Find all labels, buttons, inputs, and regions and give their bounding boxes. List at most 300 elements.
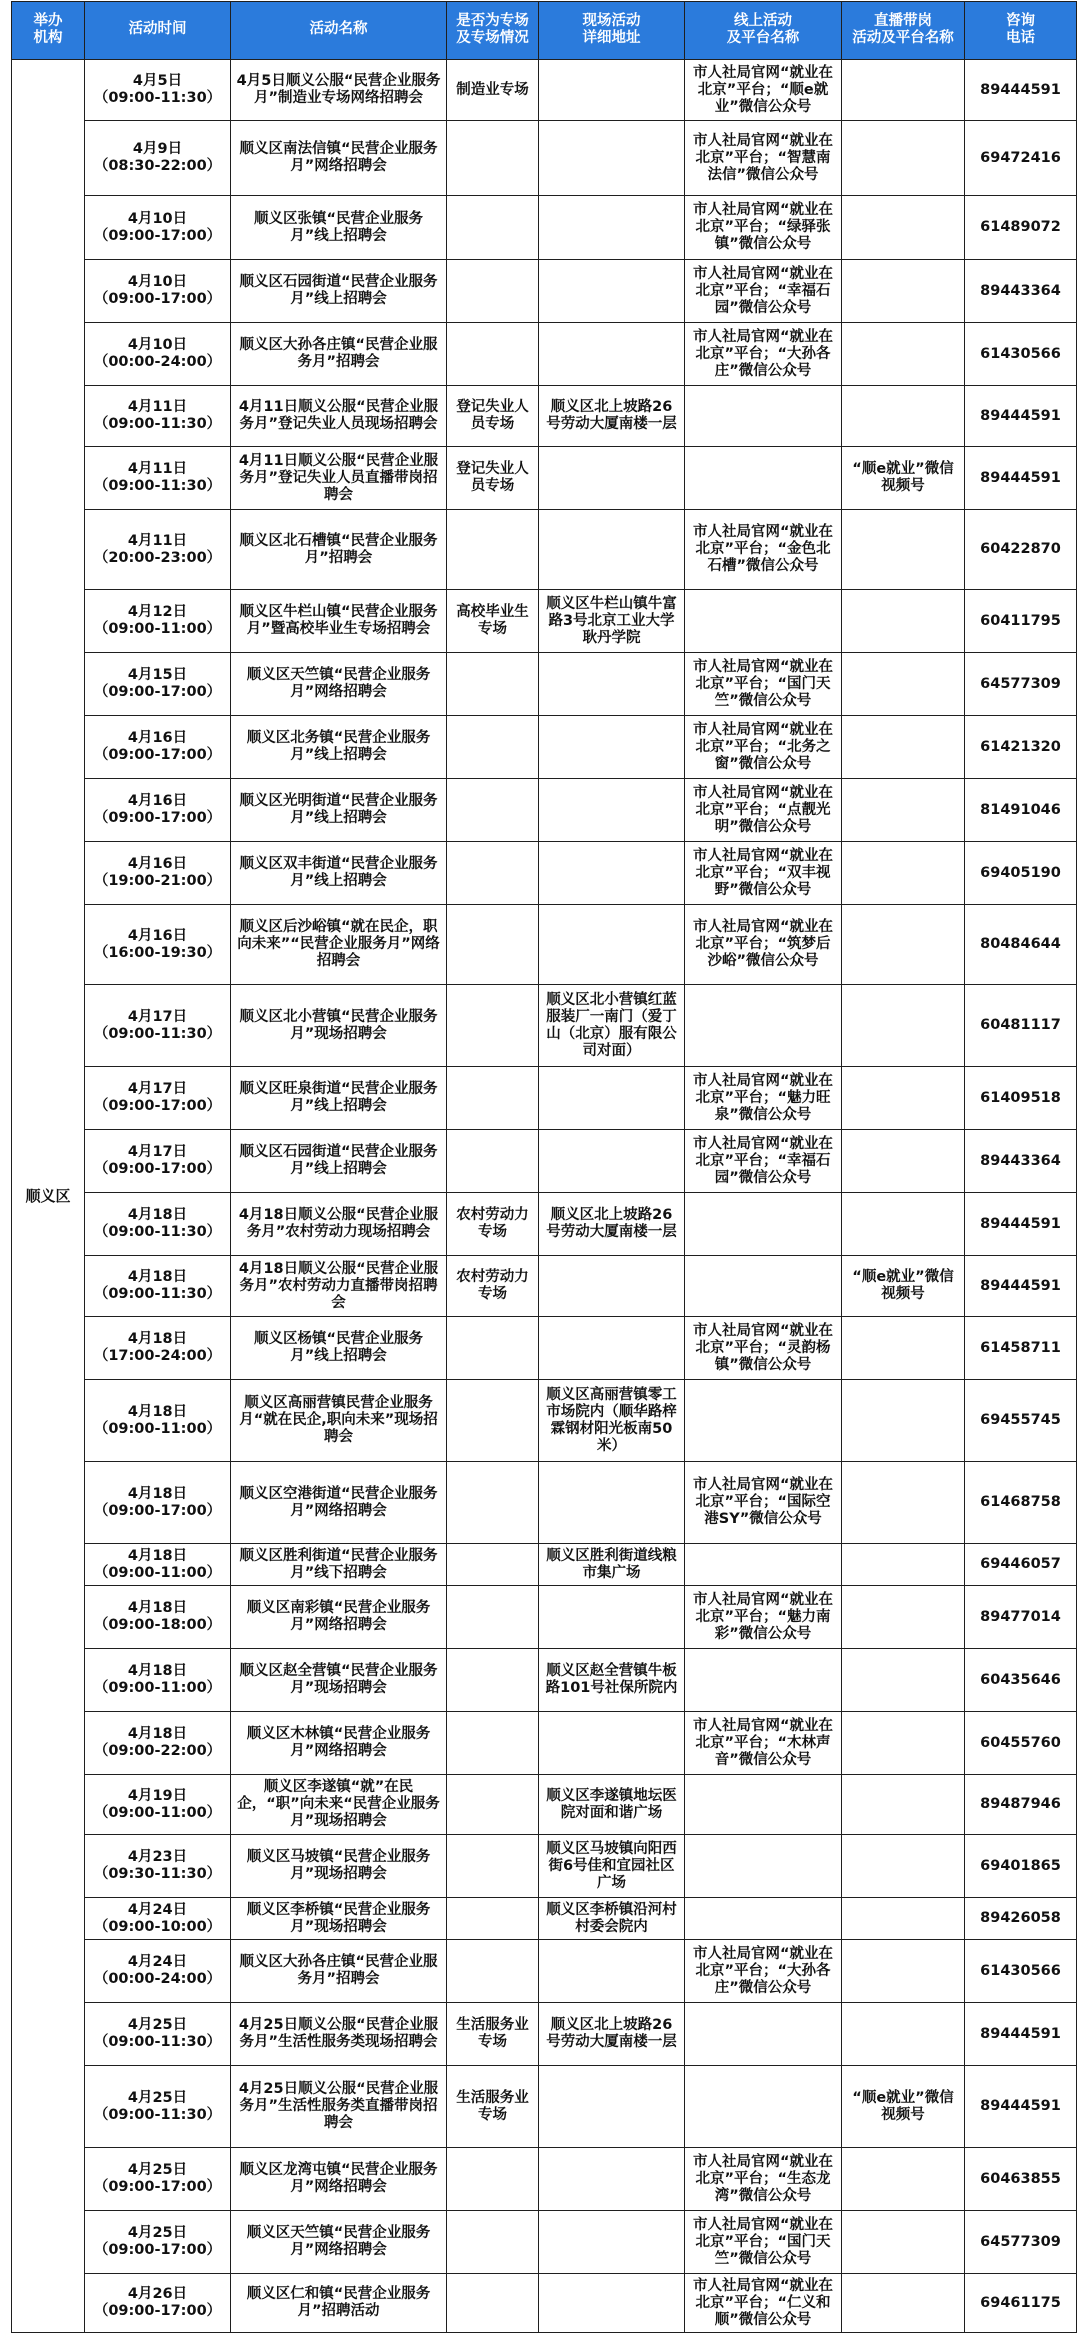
event-name-cell: 顺义区石园街道“民营企业服务月”线上招聘会: [231, 260, 447, 323]
event-name-cell: 顺义区牛栏山镇“民营企业服务月”暨高校毕业生专场招聘会: [231, 590, 447, 653]
event-name-cell: 顺义区马坡镇“民营企业服务月”现场招聘会: [231, 1835, 447, 1898]
event-name-cell: 顺义区仁和镇“民营企业服务月”招聘活动: [231, 2274, 447, 2333]
header-live: [842, 2, 965, 60]
venue-address-cell: 顺义区赵全营镇牛板路101号社保所院内: [539, 1649, 685, 1712]
event-hours: （09:00-17:00）: [93, 747, 222, 763]
online-platform-cell: [685, 1898, 842, 1940]
event-name-cell: 顺义区天竺镇“民营企业服务月”网络招聘会: [231, 2211, 447, 2274]
venue-address-cell: 顺义区高丽营镇零工市场院内（顺华路梓霖钢材阳光板南50米）: [539, 1380, 685, 1462]
event-hours: （09:00-17:00）: [93, 684, 222, 700]
livestream-platform-cell: [842, 842, 965, 905]
venue-address-cell: 顺义区李遂镇地坛医院对面和谐广场: [539, 1775, 685, 1835]
event-hours: （09:00-11:30）: [93, 1025, 222, 1042]
livestream-platform-cell: “顺e就业”微信视频号: [842, 447, 965, 510]
header-address-line: 现场活动: [582, 12, 641, 29]
event-time-cell: [85, 1940, 231, 2003]
special-session-cell: [447, 716, 539, 779]
contact-phone-cell: 89477014: [965, 1586, 1077, 1649]
event-time-cell: [85, 447, 231, 510]
event-name-cell: 顺义区石园街道“民营企业服务月”线上招聘会: [231, 1130, 447, 1193]
venue-address-cell: [539, 1712, 685, 1775]
event-time-cell: [85, 510, 231, 590]
event-date: 4月18日: [127, 1663, 188, 1679]
event-date: 4月16日: [127, 927, 188, 944]
livestream-platform-cell: [842, 260, 965, 323]
venue-address-cell: [539, 2211, 685, 2274]
event-name-cell: 4月25日顺义公服“民营企业服务月”生活性服务类现场招聘会: [231, 2003, 447, 2066]
event-time-cell: [85, 386, 231, 447]
event-date: 4月18日: [127, 1600, 188, 1616]
livestream-platform-cell: [842, 1712, 965, 1775]
online-platform-cell: [685, 2066, 842, 2148]
event-time-cell: [85, 1317, 231, 1380]
online-platform-cell: 市人社局官网“就业在北京”平台；“智慧南法信”微信公众号: [685, 121, 842, 196]
special-session-cell: 生活服务业专场: [447, 2066, 539, 2148]
event-hours: （17:00-24:00）: [93, 1348, 222, 1364]
contact-phone-cell: 69446057: [965, 1544, 1077, 1586]
event-name-cell: 顺义区木林镇“民营企业服务月”网络招聘会: [231, 1712, 447, 1775]
venue-address-cell: [539, 779, 685, 842]
header-online-line: 及平台名称: [726, 29, 800, 46]
event-name-cell: 4月11日顺义公服“民营企业服务月”登记失业人员直播带岗招聘会: [231, 447, 447, 510]
special-session-cell: [447, 905, 539, 985]
online-platform-cell: [685, 1380, 842, 1462]
contact-phone-cell: 60463855: [965, 2148, 1077, 2211]
event-date: 4月16日: [127, 730, 188, 746]
event-time-cell: [85, 842, 231, 905]
venue-address-cell: [539, 323, 685, 386]
livestream-platform-cell: [842, 1462, 965, 1544]
online-platform-cell: 市人社局官网“就业在北京”平台；“双丰视野”微信公众号: [685, 842, 842, 905]
event-hours: （09:00-11:30）: [93, 2106, 222, 2123]
online-platform-cell: 市人社局官网“就业在北京”平台；“大孙各庄”微信公众号: [685, 1940, 842, 2003]
online-platform-cell: [685, 985, 842, 1067]
venue-address-cell: 顺义区北上坡路26号劳动大厦南楼一层: [539, 1193, 685, 1256]
event-hours: （09:00-22:00）: [93, 1743, 222, 1759]
event-name-cell: 顺义区北小营镇“民营企业服务月”现场招聘会: [231, 985, 447, 1067]
event-hours: （09:00-11:00）: [93, 1680, 222, 1696]
event-date: 4月11日: [127, 532, 188, 549]
header-name-line: 活动名称: [309, 21, 368, 37]
online-platform-cell: 市人社局官网“就业在北京”平台；“点靓光明”微信公众号: [685, 779, 842, 842]
event-time-cell: [85, 1462, 231, 1544]
special-session-cell: 登记失业人员专场: [447, 447, 539, 510]
event-name-cell: 顺义区后沙峪镇“就在民企，职向未来”“民营企业服务月”网络招聘会: [231, 905, 447, 985]
event-time-cell: [85, 1130, 231, 1193]
venue-address-cell: 顺义区马坡镇向阳西街6号佳和宜园社区广场: [539, 1835, 685, 1898]
special-session-cell: [447, 1940, 539, 2003]
livestream-platform-cell: [842, 2274, 965, 2333]
event-time-cell: [85, 1544, 231, 1586]
event-name-cell: 4月25日顺义公服“民营企业服务月”生活性服务类直播带岗招聘会: [231, 2066, 447, 2148]
event-name-cell: 顺义区高丽营镇民营企业服务月“就在民企,职向未来”现场招聘会: [231, 1380, 447, 1462]
event-date: 4月17日: [127, 1081, 188, 1097]
venue-address-cell: 顺义区北小营镇红蓝服装厂一南门（爱丁山（北京）服有限公司对面）: [539, 985, 685, 1067]
event-date: 4月25日: [127, 2089, 188, 2106]
header-live-line: 活动及平台名称: [852, 29, 954, 46]
livestream-platform-cell: [842, 386, 965, 447]
event-date: 4月17日: [127, 1008, 188, 1025]
online-platform-cell: 市人社局官网“就业在北京”平台；“国门天竺”微信公众号: [685, 653, 842, 716]
event-hours: （09:00-18:00）: [93, 1617, 222, 1633]
event-hours: （16:00-19:30）: [93, 944, 222, 961]
event-name-cell: 顺义区张镇“民营企业服务月”线上招聘会: [231, 196, 447, 260]
livestream-platform-cell: [842, 1193, 965, 1256]
venue-address-cell: 顺义区北上坡路26号劳动大厦南楼一层: [539, 2003, 685, 2066]
header-live-line: 直播带岗: [874, 12, 932, 29]
livestream-platform-cell: [842, 510, 965, 590]
special-session-cell: 制造业专场: [447, 60, 539, 121]
event-hours: （09:30-11:30）: [93, 1866, 222, 1882]
event-name-cell: 顺义区大孙各庄镇“民营企业服务月”招聘会: [231, 323, 447, 386]
event-time-cell: [85, 1835, 231, 1898]
event-date: 4月18日: [127, 1331, 188, 1347]
livestream-platform-cell: [842, 2148, 965, 2211]
special-session-cell: [447, 1317, 539, 1380]
event-date: 4月9日: [132, 141, 183, 157]
special-session-cell: [447, 1586, 539, 1649]
livestream-platform-cell: [842, 1380, 965, 1462]
event-name-cell: 顺义区李遂镇“就”在民企，“职”向未来“民营企业服务月”现场招聘会: [231, 1775, 447, 1835]
event-date: 4月18日: [127, 1726, 188, 1742]
event-name-cell: 顺义区旺泉街道“民营企业服务月”线上招聘会: [231, 1067, 447, 1130]
livestream-platform-cell: [842, 1317, 965, 1380]
online-platform-cell: [685, 1835, 842, 1898]
event-table: [11, 1, 1077, 2333]
event-hours: （08:30-22:00）: [93, 158, 222, 174]
event-name-cell: 顺义区双丰街道“民营企业服务月”线上招聘会: [231, 842, 447, 905]
header-name: [231, 2, 447, 60]
header-org: [12, 2, 85, 60]
contact-phone-cell: 60411795: [965, 590, 1077, 653]
event-time-cell: [85, 2274, 231, 2333]
online-platform-cell: [685, 1649, 842, 1712]
org-cell: 顺义区: [12, 60, 85, 2333]
venue-address-cell: [539, 2148, 685, 2211]
event-name-cell: 顺义区北石槽镇“民营企业服务月”招聘会: [231, 510, 447, 590]
special-session-cell: [447, 121, 539, 196]
contact-phone-cell: 89426058: [965, 1898, 1077, 1940]
special-session-cell: [447, 196, 539, 260]
online-platform-cell: 市人社局官网“就业在北京”平台；“魅力南彩”微信公众号: [685, 1586, 842, 1649]
contact-phone-cell: 89444591: [965, 447, 1077, 510]
special-session-cell: [447, 1462, 539, 1544]
venue-address-cell: [539, 653, 685, 716]
event-time-cell: [85, 2003, 231, 2066]
special-session-cell: [447, 1775, 539, 1835]
livestream-platform-cell: [842, 1835, 965, 1898]
event-hours: （09:00-17:00）: [93, 227, 222, 244]
livestream-platform-cell: [842, 716, 965, 779]
contact-phone-cell: 64577309: [965, 653, 1077, 716]
livestream-platform-cell: [842, 1544, 965, 1586]
special-session-cell: [447, 2211, 539, 2274]
header-time: [85, 2, 231, 60]
header-org-line: 机构: [33, 29, 63, 46]
event-name-cell: 顺义区空港街道“民营企业服务月”网络招聘会: [231, 1462, 447, 1544]
contact-phone-cell: 61409518: [965, 1067, 1077, 1130]
event-date: 4月16日: [127, 793, 188, 809]
header-phone: [965, 2, 1077, 60]
event-name-cell: 顺义区赵全营镇“民营企业服务月”现场招聘会: [231, 1649, 447, 1712]
online-platform-cell: 市人社局官网“就业在北京”平台；“生态龙湾”微信公众号: [685, 2148, 842, 2211]
online-platform-cell: 市人社局官网“就业在北京”平台；“幸福石园”微信公众号: [685, 260, 842, 323]
online-platform-cell: 市人社局官网“就业在北京”平台；“北务之窗”微信公众号: [685, 716, 842, 779]
livestream-platform-cell: [842, 121, 965, 196]
event-time-cell: [85, 985, 231, 1067]
online-platform-cell: 市人社局官网“就业在北京”平台；“灵韵杨镇”微信公众号: [685, 1317, 842, 1380]
livestream-platform-cell: [842, 1898, 965, 1940]
livestream-platform-cell: [842, 590, 965, 653]
special-session-cell: [447, 1130, 539, 1193]
contact-phone-cell: 61458711: [965, 1317, 1077, 1380]
header-address: [539, 2, 685, 60]
event-date: 4月17日: [127, 1144, 188, 1160]
venue-address-cell: [539, 260, 685, 323]
event-hours: （09:00-17:00）: [93, 2303, 222, 2319]
online-platform-cell: [685, 1256, 842, 1317]
event-time-cell: [85, 1775, 231, 1835]
livestream-platform-cell: [842, 1775, 965, 1835]
event-name-cell: 顺义区龙湾屯镇“民营企业服务月”网络招聘会: [231, 2148, 447, 2211]
venue-address-cell: [539, 1130, 685, 1193]
online-platform-cell: 市人社局官网“就业在北京”平台；“木林声音”微信公众号: [685, 1712, 842, 1775]
event-time-cell: [85, 2148, 231, 2211]
online-platform-cell: 市人社局官网“就业在北京”平台；“顺e就业”微信公众号: [685, 60, 842, 121]
venue-address-cell: [539, 1317, 685, 1380]
event-hours: （09:00-11:30）: [93, 2034, 222, 2050]
livestream-platform-cell: [842, 323, 965, 386]
contact-phone-cell: 89444591: [965, 60, 1077, 121]
venue-address-cell: [539, 60, 685, 121]
event-hours: （09:00-10:00）: [93, 1918, 222, 1935]
header-special-line: 及专场情况: [456, 29, 529, 46]
livestream-platform-cell: [842, 2003, 965, 2066]
special-session-cell: [447, 1380, 539, 1462]
event-hours: （00:00-24:00）: [93, 354, 222, 370]
venue-address-cell: 顺义区北上坡路26号劳动大厦南楼一层: [539, 386, 685, 447]
event-date: 4月24日: [127, 1954, 188, 1970]
event-name-cell: 顺义区大孙各庄镇“民营企业服务月”招聘会: [231, 1940, 447, 2003]
special-session-cell: 农村劳动力专场: [447, 1193, 539, 1256]
event-time-cell: [85, 60, 231, 121]
special-session-cell: [447, 1544, 539, 1586]
event-date: 4月10日: [127, 210, 188, 227]
header-phone-line: 咨询: [1006, 12, 1035, 29]
venue-address-cell: [539, 196, 685, 260]
online-platform-cell: 市人社局官网“就业在北京”平台；“国际空港SY”微信公众号: [685, 1462, 842, 1544]
livestream-platform-cell: [842, 1586, 965, 1649]
online-platform-cell: [685, 447, 842, 510]
online-platform-cell: 市人社局官网“就业在北京”平台；“大孙各庄”微信公众号: [685, 323, 842, 386]
special-session-cell: [447, 985, 539, 1067]
event-time-cell: [85, 1898, 231, 1940]
venue-address-cell: [539, 716, 685, 779]
livestream-platform-cell: [842, 779, 965, 842]
event-time-cell: [85, 323, 231, 386]
event-date: 4月25日: [127, 2225, 188, 2241]
special-session-cell: [447, 653, 539, 716]
venue-address-cell: [539, 1462, 685, 1544]
event-name-cell: 顺义区北务镇“民营企业服务月”线上招聘会: [231, 716, 447, 779]
event-time-cell: [85, 2211, 231, 2274]
contact-phone-cell: 80484644: [965, 905, 1077, 985]
livestream-platform-cell: [842, 905, 965, 985]
contact-phone-cell: 60481117: [965, 985, 1077, 1067]
online-platform-cell: 市人社局官网“就业在北京”平台；“金色北石槽”微信公众号: [685, 510, 842, 590]
event-hours: （09:00-17:00）: [93, 1502, 222, 1519]
contact-phone-cell: 89443364: [965, 1130, 1077, 1193]
livestream-platform-cell: [842, 1649, 965, 1712]
event-hours: （09:00-17:00）: [93, 1098, 222, 1114]
event-name-cell: 顺义区胜利街道“民营企业服务月”线下招聘会: [231, 1544, 447, 1586]
venue-address-cell: 顺义区牛栏山镇牛富路3号北京工业大学耿丹学院: [539, 590, 685, 653]
event-time-cell: [85, 121, 231, 196]
livestream-platform-cell: [842, 2211, 965, 2274]
online-platform-cell: [685, 590, 842, 653]
event-hours: （09:00-11:00）: [93, 621, 222, 637]
event-date: 4月10日: [127, 274, 188, 290]
contact-phone-cell: 61430566: [965, 1940, 1077, 2003]
event-time-cell: [85, 260, 231, 323]
event-time-cell: [85, 779, 231, 842]
special-session-cell: [447, 1898, 539, 1940]
event-hours: （09:00-11:30）: [93, 1286, 222, 1302]
header-time-line: 活动时间: [128, 21, 187, 37]
contact-phone-cell: 89487946: [965, 1775, 1077, 1835]
contact-phone-cell: 89444591: [965, 1193, 1077, 1256]
contact-phone-cell: 60455760: [965, 1712, 1077, 1775]
event-date: 4月18日: [127, 1485, 188, 1502]
livestream-platform-cell: [842, 985, 965, 1067]
header-org-line: 举办: [33, 12, 63, 29]
livestream-platform-cell: [842, 653, 965, 716]
event-hours: （09:00-11:00）: [93, 1804, 222, 1821]
livestream-platform-cell: [842, 196, 965, 260]
event-date: 4月19日: [127, 1787, 188, 1804]
contact-phone-cell: 89444591: [965, 2003, 1077, 2066]
event-name-cell: 4月18日顺义公服“民营企业服务月”农村劳动力现场招聘会: [231, 1193, 447, 1256]
event-hours: （19:00-21:00）: [93, 873, 222, 889]
event-date: 4月18日: [127, 1547, 188, 1564]
event-date: 4月15日: [127, 667, 188, 683]
contact-phone-cell: 89444591: [965, 2066, 1077, 2148]
contact-phone-cell: 61489072: [965, 196, 1077, 260]
online-platform-cell: 市人社局官网“就业在北京”平台；“仁义和顺”微信公众号: [685, 2274, 842, 2333]
contact-phone-cell: 61430566: [965, 323, 1077, 386]
header-online-line: 线上活动: [734, 12, 792, 29]
event-date: 4月18日: [127, 1403, 188, 1420]
venue-address-cell: [539, 2274, 685, 2333]
event-name-cell: 顺义区李桥镇“民营企业服务月”现场招聘会: [231, 1898, 447, 1940]
event-date: 4月16日: [127, 856, 188, 872]
event-hours: （09:00-11:00）: [93, 1420, 222, 1437]
contact-phone-cell: 89443364: [965, 260, 1077, 323]
event-hours: （00:00-24:00）: [93, 1971, 222, 1987]
event-hours: （09:00-17:00）: [93, 1161, 222, 1177]
livestream-platform-cell: [842, 1130, 965, 1193]
event-name-cell: 4月18日顺义公服“民营企业服务月”农村劳动力直播带岗招聘会: [231, 1256, 447, 1317]
event-hours: （09:00-11:30）: [93, 1224, 222, 1240]
contact-phone-cell: 61468758: [965, 1462, 1077, 1544]
venue-address-cell: 顺义区胜利街道线粮市集广场: [539, 1544, 685, 1586]
online-platform-cell: 市人社局官网“就业在北京”平台；“国门天竺”微信公众号: [685, 2211, 842, 2274]
event-name-cell: 顺义区光明街道“民营企业服务月”线上招聘会: [231, 779, 447, 842]
event-date: 4月26日: [127, 2286, 188, 2302]
event-hours: （09:00-11:30）: [93, 416, 222, 432]
livestream-platform-cell: “顺e就业”微信视频号: [842, 1256, 965, 1317]
event-name-cell: 顺义区天竺镇“民营企业服务月”网络招聘会: [231, 653, 447, 716]
event-time-cell: [85, 1193, 231, 1256]
online-platform-cell: [685, 1193, 842, 1256]
event-date: 4月24日: [127, 1901, 188, 1918]
special-session-cell: [447, 1067, 539, 1130]
event-date: 4月18日: [127, 1207, 188, 1223]
venue-address-cell: [539, 1256, 685, 1317]
online-platform-cell: [685, 1544, 842, 1586]
venue-address-cell: [539, 905, 685, 985]
event-hours: （09:00-11:30）: [93, 90, 222, 106]
special-session-cell: [447, 1712, 539, 1775]
event-time-cell: [85, 1256, 231, 1317]
header-address-line: 详细地址: [582, 29, 641, 46]
event-date: 4月12日: [127, 604, 188, 620]
venue-address-cell: [539, 447, 685, 510]
event-hours: （20:00-23:00）: [93, 549, 222, 566]
special-session-cell: 生活服务业专场: [447, 2003, 539, 2066]
event-time-cell: [85, 1067, 231, 1130]
venue-address-cell: [539, 1586, 685, 1649]
special-session-cell: [447, 1835, 539, 1898]
event-hours: （09:00-17:00）: [93, 2179, 222, 2195]
special-session-cell: [447, 1649, 539, 1712]
special-session-cell: 登记失业人员专场: [447, 386, 539, 447]
event-date: 4月5日: [132, 73, 183, 89]
event-time-cell: [85, 1649, 231, 1712]
event-time-cell: [85, 653, 231, 716]
event-time-cell: [85, 590, 231, 653]
header-special-line: 是否为专场: [456, 12, 529, 29]
event-time-cell: [85, 1712, 231, 1775]
contact-phone-cell: 60422870: [965, 510, 1077, 590]
venue-address-cell: [539, 842, 685, 905]
event-date: 4月25日: [127, 2017, 188, 2033]
venue-address-cell: [539, 121, 685, 196]
header-special: [447, 2, 539, 60]
online-platform-cell: 市人社局官网“就业在北京”平台；“绿驿张镇”微信公众号: [685, 196, 842, 260]
special-session-cell: 高校毕业生专场: [447, 590, 539, 653]
contact-phone-cell: 69472416: [965, 121, 1077, 196]
contact-phone-cell: 69455745: [965, 1380, 1077, 1462]
online-platform-cell: [685, 2003, 842, 2066]
venue-address-cell: 顺义区李桥镇沿河村村委会院内: [539, 1898, 685, 1940]
event-date: 4月11日: [127, 399, 188, 415]
event-date: 4月25日: [127, 2162, 188, 2178]
contact-phone-cell: 64577309: [965, 2211, 1077, 2274]
header-online: [685, 2, 842, 60]
contact-phone-cell: 60435646: [965, 1649, 1077, 1712]
venue-address-cell: [539, 510, 685, 590]
contact-phone-cell: 81491046: [965, 779, 1077, 842]
event-date: 4月18日: [127, 1269, 188, 1285]
event-hours: （09:00-17:00）: [93, 291, 222, 307]
contact-phone-cell: 89444591: [965, 1256, 1077, 1317]
event-time-cell: [85, 1380, 231, 1462]
event-date: 4月11日: [127, 461, 188, 477]
contact-phone-cell: 89444591: [965, 386, 1077, 447]
special-session-cell: [447, 779, 539, 842]
online-platform-cell: [685, 386, 842, 447]
